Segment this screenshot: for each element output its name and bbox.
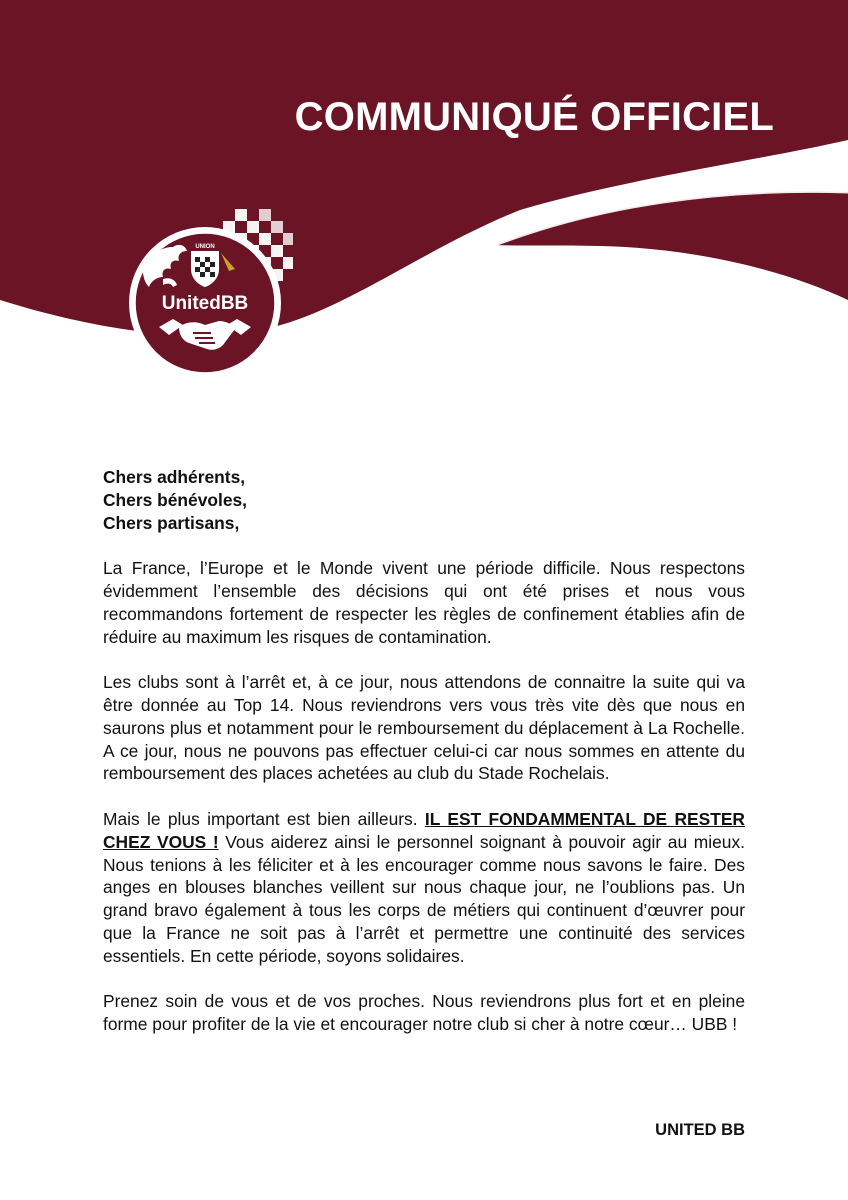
signature: UNITED BB xyxy=(655,1121,745,1139)
salutation-volunteers: Chers bénévoles, xyxy=(103,489,248,510)
stay-home-emphasis: IL EST FONDAMMENTAL DE RESTER CHEZ VOUS ! xyxy=(103,808,745,852)
salutation-supporters: Chers partisans, xyxy=(103,512,240,533)
paragraph-stay-home-lead: Mais le plus important est bien ailleurs. xyxy=(103,808,425,829)
paragraph-stay-home xyxy=(103,808,745,968)
paragraph-stay-home-rest: Vous aiderez ainsi le personnel soignant à pouvoir agir au mieux. Nous tenions à les féliciter et à les encourager comme nous savons le faire. Des anges en blouses blanches veillent sur nous chaque jour, ne l’oublions pas. Un grand bravo également à tous les corps de métiers qui continuent d’œuvrer pour que la France ne soit pas à l’arrêt et permettre une continuité des services essentiels. En cette période, soyons solidaires. xyxy=(103,831,745,966)
salutation-members: Chers adhérents, xyxy=(103,467,246,487)
letter-body xyxy=(103,466,745,1036)
logo-union-text: UNION xyxy=(195,244,215,250)
header-wave-swoosh xyxy=(495,191,848,300)
page-title: COMMUNIQUÉ OFFICIEL xyxy=(294,95,774,139)
united-bb-logo xyxy=(123,207,298,382)
paragraph-clubs: Les clubs sont à l’arrêt et, à ce jour, nous attendons de connaitre la suite qui va être donnée au Top 14. Nous reviendrons vers vous très vite dès que nous en saurons plus et notamment pour le remboursement du déplacement à La Rochelle. A ce jour, nous ne pouvons pas effectuer celui-ci car nous sommes en attente du remboursement des places achetées au club du Stade Rochelais. xyxy=(103,672,745,784)
paragraph-situation: La France, l’Europe et le Monde vivent une période difficile. Nous respectons évidemment l’ensemble des décisions qui ont été prises et nous vous recommandons fortement de respecter les règles de confinement établies afin de réduire au maximum les risques de contamination. xyxy=(103,558,745,647)
paragraph-closing: Prenez soin de vous et de vos proches. Nous reviendrons plus fort et en pleine forme pour profiter de la vie et encourager notre club si cher à notre cœur… UBB ! xyxy=(103,991,745,1035)
logo-brand-text: UnitedBB xyxy=(161,293,249,314)
